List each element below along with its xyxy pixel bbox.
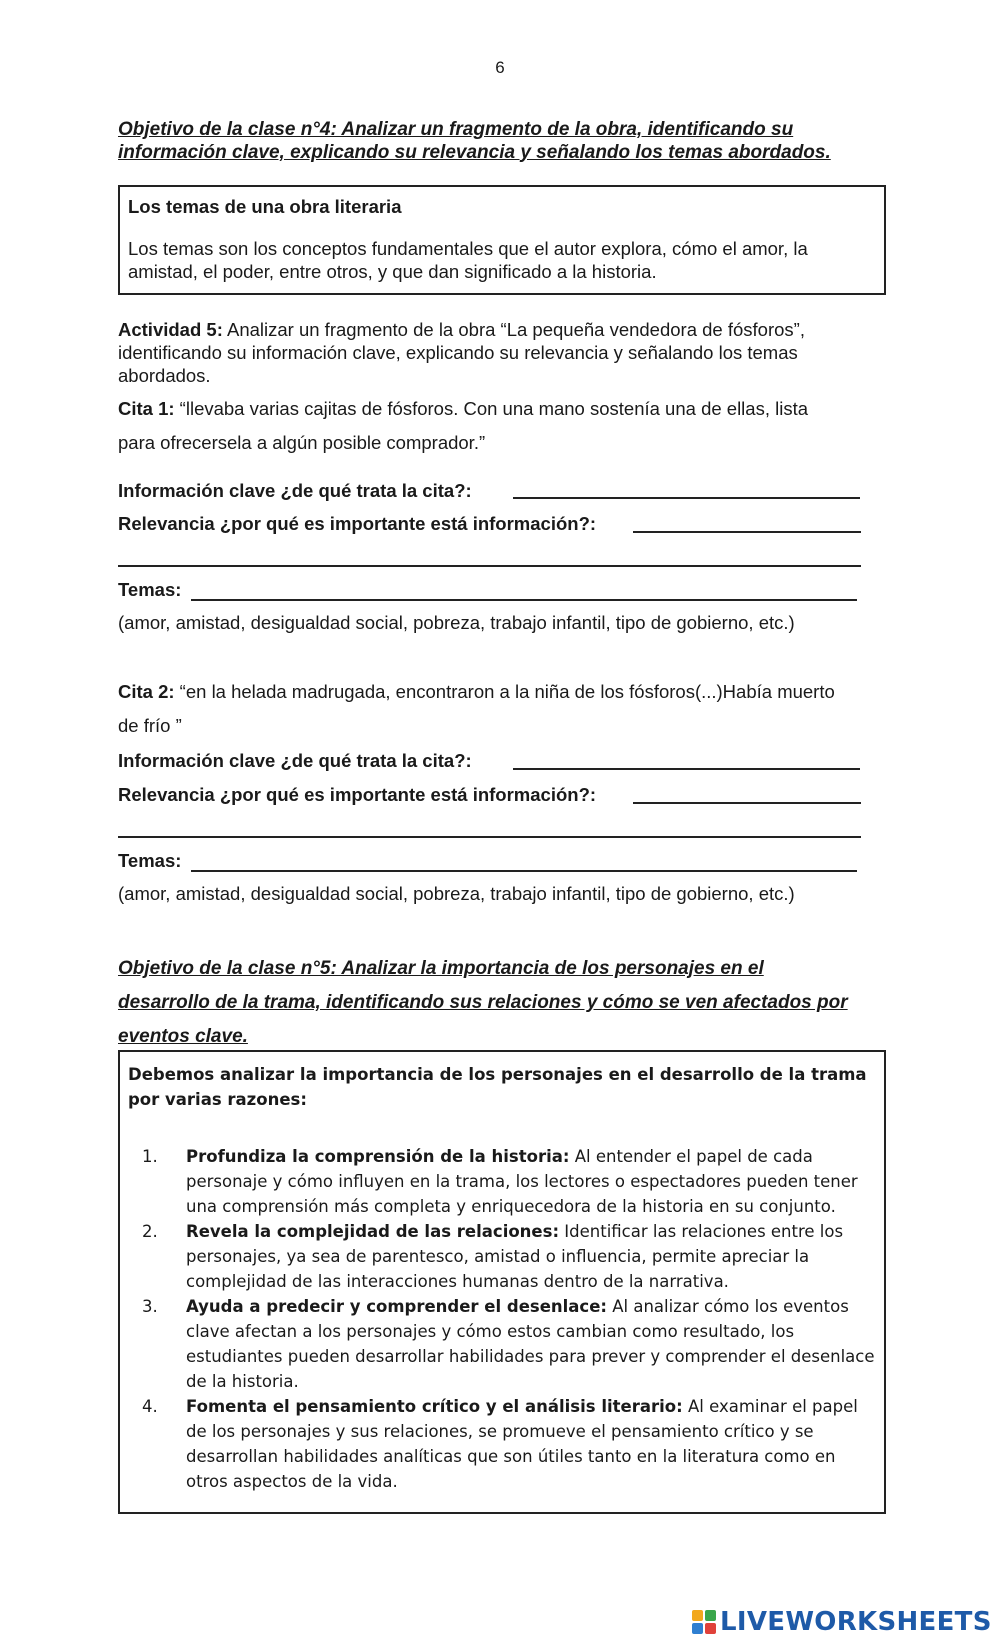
cita-2-temas-answer-line[interactable]	[191, 870, 857, 872]
cita-1-text-1: “llevaba varias cajitas de fósforos. Con una mano sostenía una de ellas, lista	[174, 398, 809, 419]
logo-square-4	[705, 1623, 716, 1634]
temas-box-title: Los temas de una obra literaria	[128, 196, 402, 217]
cita-2-relevancia-answer-line[interactable]	[633, 802, 861, 804]
temas-info-box	[118, 185, 886, 295]
list-item	[120, 1294, 880, 1394]
personajes-info-box	[118, 1050, 886, 1514]
cita-1-line-1	[118, 392, 808, 426]
cita-1-temas-hint: (amor, amistad, desigualdad social, pobreza, trabajo infantil, tipo de gobierno, etc.)	[118, 612, 795, 633]
actividad-label: Actividad 5:	[118, 319, 223, 340]
cita-2-line-2: de frío ”	[118, 715, 182, 736]
cita-1-relevancia-answer-line-2[interactable]	[118, 565, 861, 567]
liveworksheets-logo	[692, 1606, 992, 1638]
list-item-number: 2.	[142, 1222, 158, 1241]
cita-1-line-2: para ofrecersela a algún posible comprador.”	[118, 432, 486, 453]
list-item	[120, 1219, 880, 1294]
list-item-heading: Profundiza la comprensión de la historia:	[186, 1147, 570, 1166]
logo-square-3	[692, 1623, 703, 1634]
list-item-heading: Revela la complejidad de las relaciones:	[186, 1222, 560, 1241]
cita-2-label: Cita 2:	[118, 681, 175, 702]
cita-2-temas-label: Temas:	[118, 850, 182, 871]
personajes-intro: Debemos analizar la importancia de los personajes en el desarrollo de la trama por varias razones:	[128, 1065, 867, 1109]
list-item	[120, 1144, 880, 1219]
list-item-heading: Fomenta el pensamiento crítico y el análisis literario:	[186, 1397, 683, 1416]
list-item-text: Al analizar cómo los eventos clave afectan a los personajes y cómo estos cambian como resultado, los estudiantes pueden desarrollar habilidades para prever y comprender el desenlace de la historia.	[186, 1297, 875, 1391]
cita-2-text-1: “en la helada madrugada, encontraron a la niña de los fósforos(...)Había muerto	[174, 681, 835, 702]
cita-2-relevancia-answer-line-2[interactable]	[118, 836, 861, 838]
actividad-text: Analizar un fragmento de la obra “La pequeña vendedora de fósforos”, identificando su información clave, explicando su relevancia y señalando los temas abordados.	[118, 319, 805, 386]
cita-1-temas-answer-line[interactable]	[191, 599, 857, 601]
cita-2-info-clave-label: Información clave ¿de qué trata la cita?:	[118, 750, 472, 771]
cita-1-label: Cita 1:	[118, 398, 175, 419]
actividad-5	[118, 318, 888, 387]
logo-square-1	[692, 1610, 703, 1621]
cita-2-line-1	[118, 675, 835, 709]
objective-class-4: Objetivo de la clase n°4: Analizar un fragmento de la obra, identificando su información clave, explicando su relevancia y señalando los temas abordados.	[118, 119, 831, 163]
cita-1-temas-label: Temas:	[118, 579, 182, 600]
cita-2-info-clave-answer-line[interactable]	[513, 768, 860, 770]
list-item-text: Al entender el papel de cada personaje y cómo influyen en la trama, los lectores o espectadores pueden tener una comprensión más completa y enriquecedora de la historia en su conjunto.	[186, 1147, 858, 1216]
cita-1-info-clave-answer-line[interactable]	[513, 497, 860, 499]
list-item-number: 1.	[142, 1147, 158, 1166]
list-item-text: Al examinar el papel de los personajes y sus relaciones, se promueve el pensamiento crítico y se desarrollan habilidades analíticas que son útiles tanto en la literatura como en otros aspectos de la vida.	[186, 1397, 858, 1491]
logo-square-2	[705, 1610, 716, 1621]
page-number: 6	[495, 58, 505, 77]
objective-5-line-3: eventos clave.	[118, 1026, 248, 1047]
reasons-list	[120, 1144, 880, 1494]
liveworksheets-logo-icon	[692, 1610, 716, 1634]
list-item-text: Identificar las relaciones entre los personajes, ya sea de parentesco, amistad o influencia, permite apreciar la complejidad de las interacciones humanas dentro de la narrativa.	[186, 1222, 844, 1291]
cita-1-relevancia-answer-line[interactable]	[633, 531, 861, 533]
objective-5-line-1: Objetivo de la clase n°5: Analizar la importancia de los personajes en el	[118, 958, 764, 979]
list-item-number: 4.	[142, 1397, 158, 1416]
objective-class-5	[118, 952, 878, 1054]
cita-1-info-clave-label: Información clave ¿de qué trata la cita?:	[118, 480, 472, 501]
temas-box-body: Los temas son los conceptos fundamentales que el autor explora, cómo el amor, la amistad, el poder, entre otros, y que dan significado a la historia.	[128, 238, 808, 282]
objective-5-line-2: desarrollo de la trama, identificando sus relaciones y cómo se ven afectados por	[118, 992, 848, 1013]
cita-1-relevancia-label: Relevancia ¿por qué es importante está información?:	[118, 513, 597, 534]
cita-2-temas-hint: (amor, amistad, desigualdad social, pobreza, trabajo infantil, tipo de gobierno, etc.)	[118, 883, 795, 904]
list-item-number: 3.	[142, 1297, 158, 1316]
list-item-heading: Ayuda a predecir y comprender el desenlace:	[186, 1297, 607, 1316]
liveworksheets-logo-text: LIVEWORKSHEETS	[720, 1607, 992, 1637]
cita-2-relevancia-label: Relevancia ¿por qué es importante está información?:	[118, 784, 597, 805]
list-item	[120, 1394, 880, 1494]
